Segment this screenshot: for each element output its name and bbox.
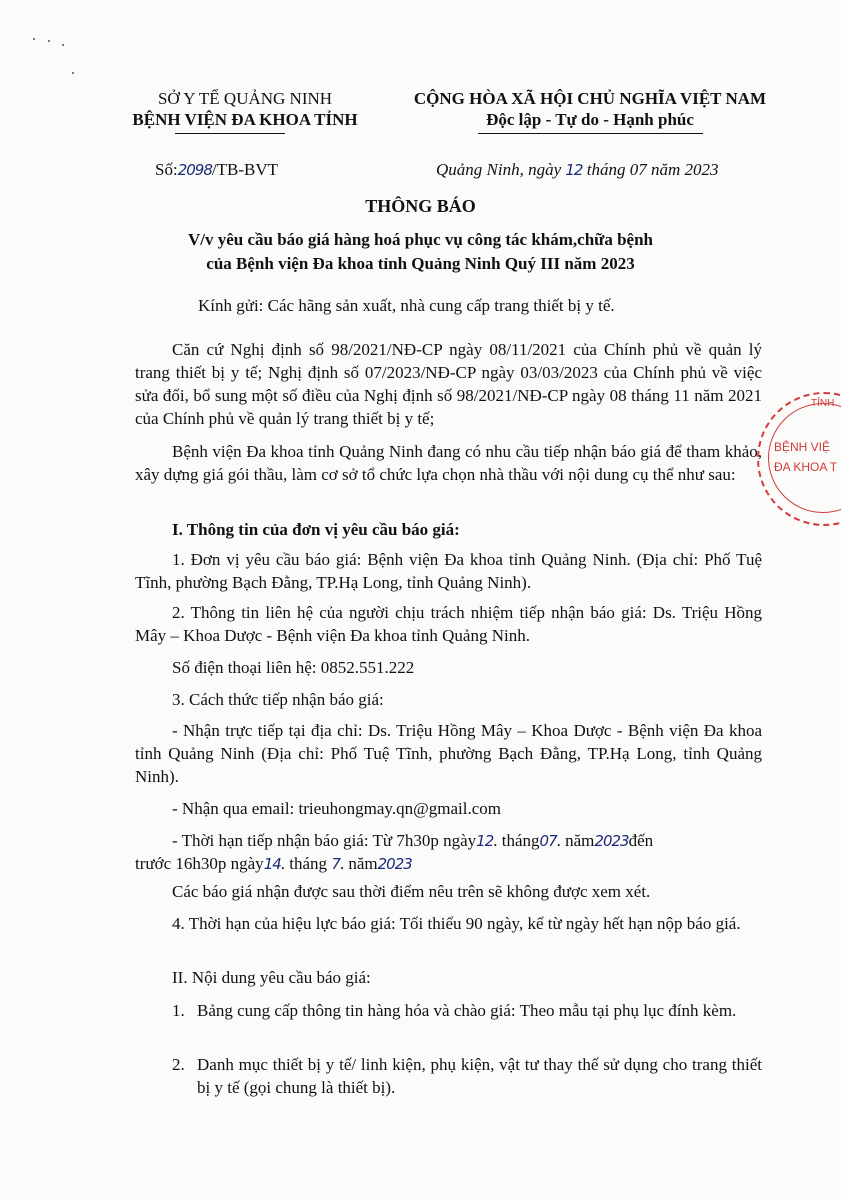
document-title: THÔNG BÁO xyxy=(365,196,476,216)
issuer-department: SỞ Y TẾ QUẢNG NINH xyxy=(157,89,333,108)
handwritten-end-day: 14 xyxy=(263,855,281,873)
section-2-item1-number: 1. xyxy=(172,1001,185,1020)
issuer-underline xyxy=(175,133,285,134)
recipient-line: Kính gửi: Các hãng sản xuất, nhà cung cấp trang thiết bị y tế. xyxy=(198,296,615,315)
section-2-item2-number: 2. xyxy=(172,1055,185,1074)
email-delivery: - Nhận qua email: trieuhongmay.qn@gmail.com xyxy=(172,799,501,818)
requesting-unit: 1. Đơn vị yêu cầu báo giá: Bệnh viện Đa khoa tỉnh Quảng Ninh. (Địa chỉ: Phố Tuệ Tĩnh, phường Bạch Đằng, TP.Hạ Long, tỉnh Quảng Ninh). xyxy=(135,550,762,592)
document-subject-line1: V/v yêu cầu báo giá hàng hoá phục vụ công tác khám,chữa bệnh xyxy=(187,230,654,249)
deadline-line1: - Thời hạn tiếp nhận báo giá: Từ 7h30p ngày12. tháng07. năm2023đến xyxy=(172,831,654,850)
handwritten-start-day: 12 xyxy=(476,832,494,850)
contact-phone: Số điện thoại liên hệ: 0852.551.222 xyxy=(172,658,415,677)
reference-number: Số:2098/TB-BVT xyxy=(155,160,278,179)
motto-underline xyxy=(478,133,703,134)
request-paragraph: Bệnh viện Đa khoa tỉnh Quảng Ninh đang có nhu cầu tiếp nhận báo giá để tham khảo, xây dựng giá gói thầu, làm cơ sở tổ chức lựa chọn nhà thầu với nội dung cụ thể như sau: xyxy=(135,442,762,484)
document-subject-line2: của Bệnh viện Đa khoa tỉnh Quảng Ninh Quý III năm 2023 xyxy=(206,254,635,273)
contact-person: 2. Thông tin liên hệ của người chịu trách nhiệm tiếp nhận báo giá: Ds. Triệu Hồng Mây – Khoa Dược - Bệnh viện Đa khoa tỉnh Quảng Ninh. xyxy=(135,603,762,645)
section-1-heading: I. Thông tin của đơn vị yêu cầu báo giá: xyxy=(172,520,460,539)
handwritten-end-year: 2023 xyxy=(377,855,412,873)
section-2-item2: Danh mục thiết bị y tế/ linh kiện, phụ kiện, vật tư thay thế sử dụng cho trang thiết bị y tế (gọi chung là thiết bị). xyxy=(197,1055,762,1097)
official-stamp: TỈNH BỆNH VIỆ ĐA KHOA T xyxy=(757,392,841,526)
handwritten-start-month: 07 xyxy=(539,832,557,850)
handwritten-day: 12 xyxy=(565,161,583,179)
section-2-item1: Bảng cung cấp thông tin hàng hóa và chào giá: Theo mẫu tại phụ lục đính kèm. xyxy=(197,1001,737,1020)
late-quote-note: Các báo giá nhận được sau thời điểm nêu trên sẽ không được xem xét. xyxy=(172,882,651,901)
issue-date: Quảng Ninh, ngày 12 tháng 07 năm 2023 xyxy=(436,160,719,179)
issuer-hospital: BỆNH VIỆN ĐA KHOA TỈNH xyxy=(132,110,358,129)
section-2-heading: II. Nội dung yêu cầu báo giá: xyxy=(172,968,371,987)
legal-basis-paragraph: Căn cứ Nghị định số 98/2021/NĐ-CP ngày 08/11/2021 của Chính phủ về quản lý trang thiết bị y tế; Nghị định số 07/2023/NĐ-CP ngày 03/03/2023 của Chính phủ về việc sửa đổi, bổ sung một số điều của Nghị định số 98/2021/NĐ-CP ngày 08 tháng 11 năm 2021 của Chính phủ về quản lý trang thiết bị y tế; xyxy=(135,340,762,428)
handwritten-end-month: 7 xyxy=(331,855,340,873)
deadline-line2: trước 16h30p ngày14. tháng 7. năm2023 xyxy=(135,854,412,873)
handwritten-number: 2098 xyxy=(177,161,212,179)
handwritten-start-year: 2023 xyxy=(594,832,629,850)
receiving-method-heading: 3. Cách thức tiếp nhận báo giá: xyxy=(172,690,384,709)
national-title: CỘNG HÒA XÃ HỘI CHỦ NGHĨA VIỆT NAM xyxy=(413,89,767,108)
national-motto: Độc lập - Tự do - Hạnh phúc xyxy=(486,110,694,129)
validity-period: 4. Thời hạn của hiệu lực báo giá: Tối thiểu 90 ngày, kể từ ngày hết hạn nộp báo giá. xyxy=(172,914,741,933)
direct-delivery: - Nhận trực tiếp tại địa chỉ: Ds. Triệu Hồng Mây – Khoa Dược - Bệnh viện Đa khoa tỉnh Quảng Ninh (Địa chỉ: Phố Tuệ Tĩnh, phường Bạch Đằng, TP.Hạ Long, tỉnh Quảng Ninh). xyxy=(135,721,762,786)
